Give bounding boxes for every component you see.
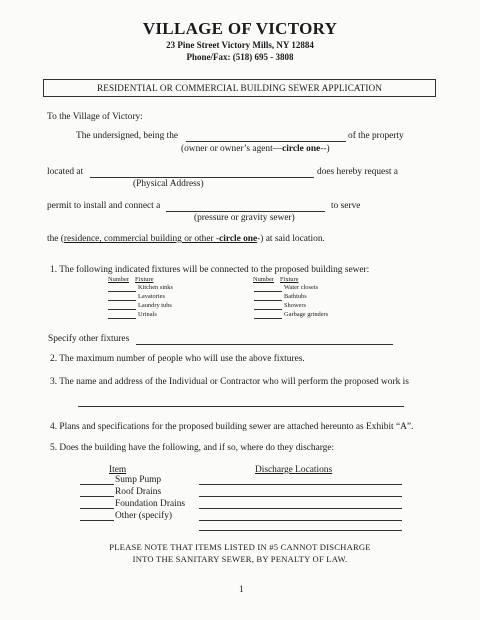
notice-line-1: PLEASE NOTE THAT ITEMS LISTED IN #5 CANNOT DISCHARGE: [109, 542, 371, 552]
fixture-col-fixture-left: Fixture: [135, 276, 154, 283]
item-column-header: Item: [109, 465, 127, 475]
item-check-line[interactable]: [80, 496, 114, 497]
specify-other-label: Specify other fixtures: [48, 334, 130, 344]
fixture-count-line[interactable]: [254, 318, 282, 319]
fixture-count-line[interactable]: [254, 309, 282, 310]
question-5: 5. Does the building have the following, and if so, where do they discharge:: [50, 443, 335, 453]
fixture-label: Urinals: [138, 311, 157, 318]
permit-tail: to serve: [331, 201, 361, 211]
sewer-type-hint: (pressure or gravity sewer): [194, 213, 295, 223]
fixture-label: Bathtubs: [284, 293, 307, 300]
owner-hint-bold: circle one: [282, 144, 321, 154]
specify-other-line[interactable]: [136, 344, 393, 345]
village-phone: Phone/Fax: (518) 695 - 3808: [186, 52, 294, 62]
fixture-label: Kitchen sinks: [138, 284, 173, 291]
address-tail: does hereby request a: [317, 167, 398, 177]
fixture-count-line[interactable]: [254, 291, 282, 292]
building-type-prefix: the (: [47, 234, 64, 244]
building-type-suffix: -) at said location.: [257, 234, 325, 244]
fixture-label: Garbage grinders: [284, 311, 329, 318]
item-label: Foundation Drains: [115, 499, 186, 509]
contractor-line[interactable]: [78, 406, 404, 407]
discharge-line[interactable]: [199, 530, 402, 531]
fixture-count-line[interactable]: [108, 300, 136, 301]
building-type-options: residence, commercial building or other -: [63, 234, 220, 244]
form-title-box: [43, 79, 436, 97]
village-address: 23 Pine Street Victory Mills, NY 12884: [166, 40, 314, 50]
fixture-col-number-right: Number: [253, 276, 274, 283]
item-label: Sump Pump: [115, 475, 162, 485]
question-3: 3. The name and address of the Individual or Contractor who will perform the proposed work is: [50, 377, 409, 387]
fixture-count-line[interactable]: [108, 291, 136, 292]
fixture-count-line[interactable]: [108, 309, 136, 310]
fixture-col-number-left: Number: [108, 276, 129, 283]
sewer-type-blank-line[interactable]: [166, 211, 325, 212]
building-type-line: [47, 234, 325, 244]
page-number: 1: [239, 585, 244, 595]
address-hint: (Physical Address): [133, 179, 204, 189]
owner-hint-prefix: (owner or owner’s agent—: [181, 144, 283, 154]
question-4: 4. Plans and specifications for the proposed building sewer are attached hereunto as Exhibit “A”.: [50, 422, 414, 432]
salutation: To the Village of Victory:: [47, 112, 143, 122]
address-blank-line[interactable]: [90, 177, 314, 178]
discharge-line[interactable]: [199, 520, 402, 521]
discharge-column-header: Discharge Locations: [255, 465, 333, 475]
fixture-count-line[interactable]: [108, 318, 136, 319]
discharge-line[interactable]: [199, 484, 402, 485]
item-check-line[interactable]: [80, 484, 114, 485]
owner-tail: of the property: [348, 131, 404, 141]
owner-blank-line[interactable]: [186, 141, 346, 142]
discharge-line[interactable]: [199, 496, 402, 497]
question-2: 2. The maximum number of people who will use the above fixtures.: [50, 354, 305, 364]
item-label: Roof Drains: [115, 487, 162, 497]
page-title: VILLAGE OF VICTORY: [142, 19, 338, 38]
question-1: 1. The following indicated fixtures will be connected to the proposed building sewer:: [50, 265, 370, 275]
address-lead: located at: [47, 167, 84, 177]
fixture-label: Water closets: [284, 284, 319, 291]
notice-line-2: INTO THE SANITARY SEWER, BY PENALTY OF LAW.: [132, 554, 348, 564]
fixture-label: Showers: [284, 302, 307, 309]
item-label: Other (specify): [115, 511, 173, 521]
discharge-line[interactable]: [199, 508, 402, 509]
form-title: RESIDENTIAL OR COMMERCIAL BUILDING SEWER APPLICATION: [97, 83, 382, 93]
building-type-circle: circle one: [219, 234, 258, 244]
item-check-line[interactable]: [80, 508, 114, 509]
owner-lead: The undersigned, being the: [76, 131, 179, 141]
permit-lead: permit to install and connect a: [47, 201, 161, 211]
owner-hint-suffix: --): [320, 144, 330, 154]
fixture-count-line[interactable]: [254, 300, 282, 301]
fixture-label: Laundry tubs: [138, 302, 172, 309]
owner-hint: [181, 144, 330, 154]
fixture-label: Lavatories: [138, 293, 165, 300]
fixture-col-fixture-right: Fixture: [280, 276, 299, 283]
item-check-line[interactable]: [80, 520, 114, 521]
